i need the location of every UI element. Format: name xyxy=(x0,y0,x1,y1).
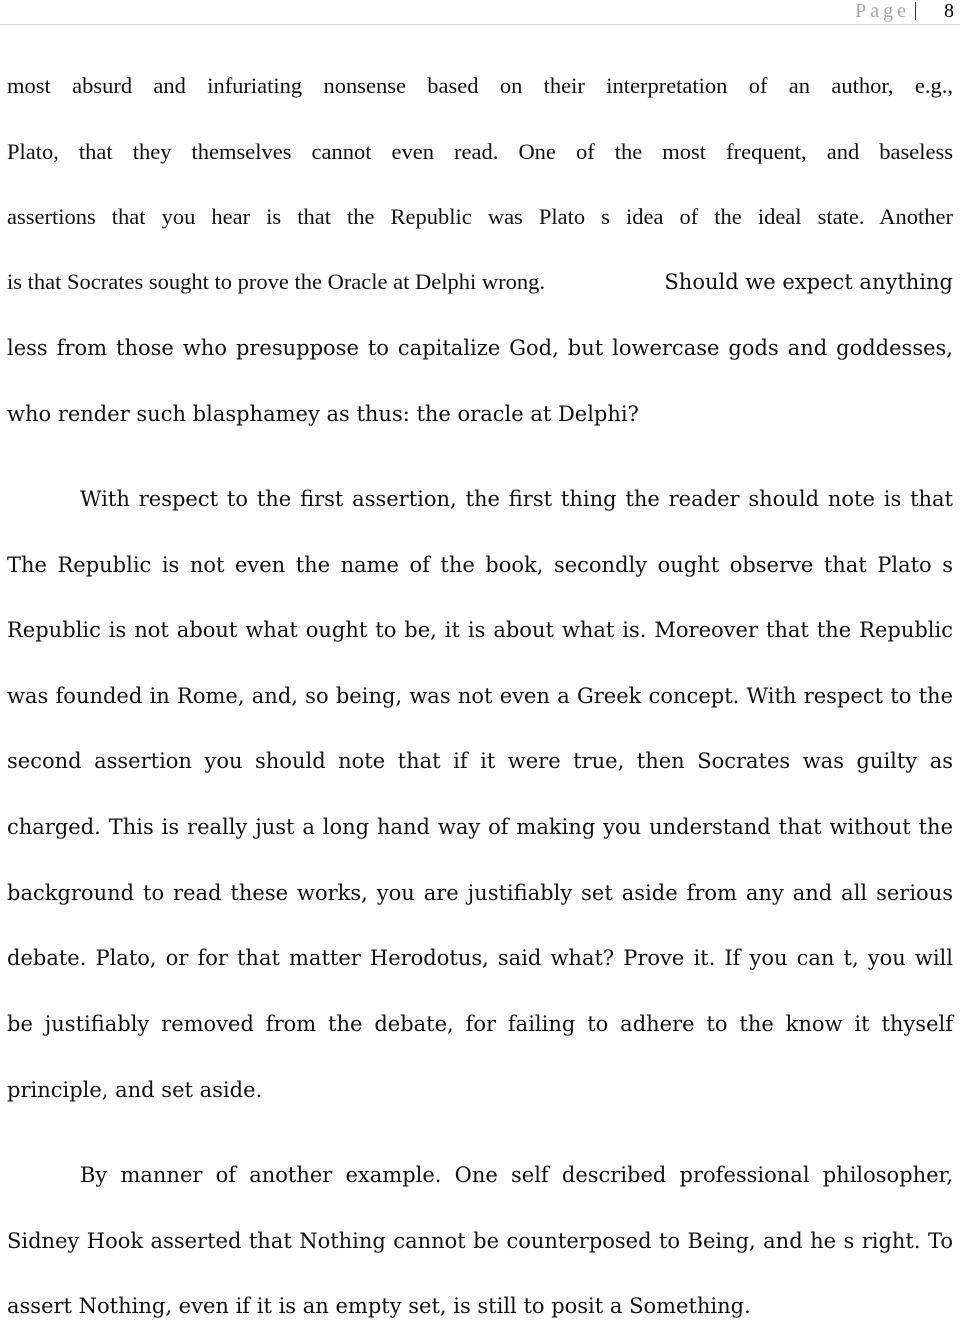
body-text-line: who render such blasphamey as thus: the oracle at Delphi? xyxy=(7,402,639,426)
body-text-line: Sidney Hook asserted that Nothing cannot be counterposed to Being, and he s right. To xyxy=(7,1229,953,1253)
page-number: 8 xyxy=(944,0,954,22)
body-text-line: second assertion you should note that if it were true, then Socrates was guilty as xyxy=(7,749,953,773)
body-text-line: Plato, that they themselves cannot even read. One of the most frequent, and baseless xyxy=(7,139,953,164)
body-text-line: debate. Plato, or for that matter Herodotus, said what? Prove it. If you can t, you will xyxy=(7,946,953,970)
body-text-line: The Republic is not even the name of the book, secondly ought observe that Plato s xyxy=(7,553,953,577)
body-text-line: Should we expect anything xyxy=(664,270,953,294)
body-text-line: With respect to the first assertion, the first thing the reader should note is that xyxy=(80,487,953,511)
page-header xyxy=(0,0,960,25)
body-text-line: By manner of another example. One self described professional philosopher, xyxy=(80,1163,953,1187)
body-text-line: less from those who presuppose to capitalize God, but lowercase gods and goddesses, xyxy=(7,336,953,360)
body-text-line: charged. This is really just a long hand way of making you understand that without the xyxy=(7,815,953,839)
body-text-line: most absurd and infuriating nonsense based on their interpretation of an author, e.g., xyxy=(7,73,953,98)
body-text-line: be justifiably removed from the debate, for failing to adhere to the know it thyself xyxy=(7,1012,953,1036)
page-label: Page xyxy=(855,0,910,22)
body-text-line: Republic is not about what ought to be, it is about what is. Moreover that the Republic xyxy=(7,618,953,642)
body-text-line: background to read these works, you are justifiably set aside from any and all serious xyxy=(7,881,953,905)
body-text-line: is that Socrates sought to prove the Oracle at Delphi wrong. xyxy=(7,269,545,294)
body-text-line: assert Nothing, even if it is an empty set, is still to posit a Something. xyxy=(7,1294,751,1318)
body-text-line: principle, and set aside. xyxy=(7,1078,263,1102)
header-separator xyxy=(915,2,916,20)
body-text-line: was founded in Rome, and, so being, was not even a Greek concept. With respect to the xyxy=(7,684,953,708)
body-text-line: assertions that you hear is that the Republic was Plato s idea of the ideal state. Another xyxy=(7,204,953,229)
